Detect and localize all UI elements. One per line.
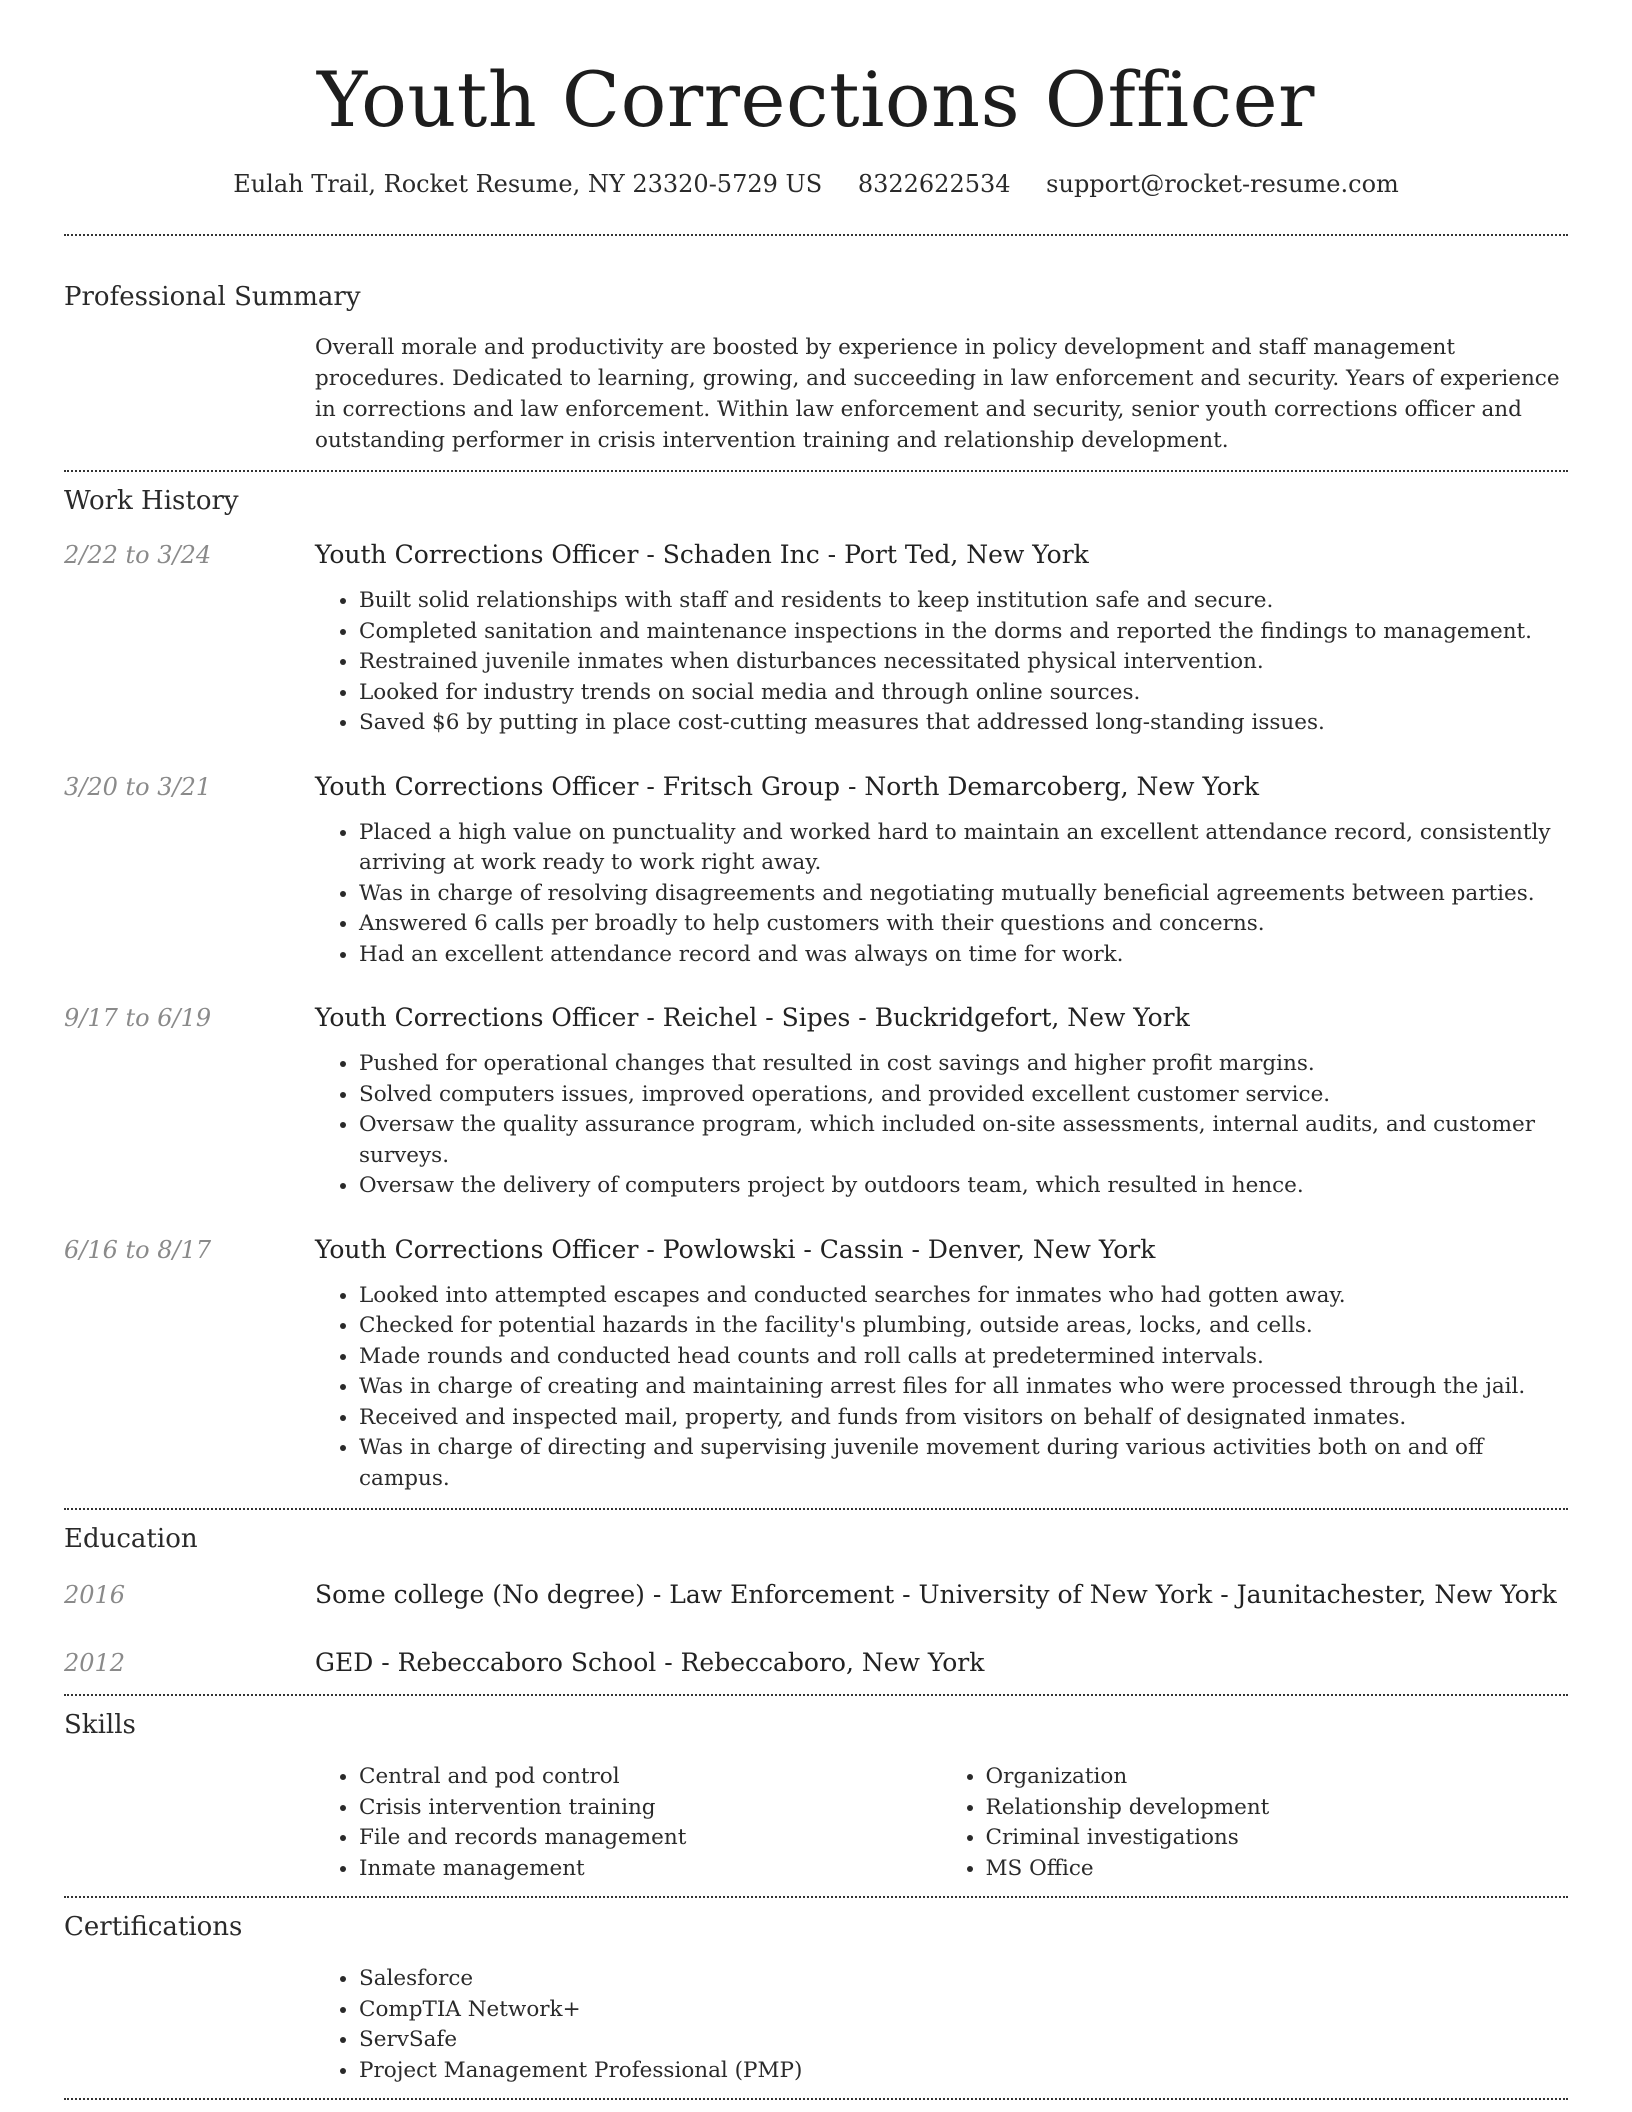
- summary-section: [64, 236, 1568, 470]
- education-date: 2016: [64, 1581, 126, 1609]
- job-date: 2/22 to 3/24: [64, 541, 212, 569]
- job-bullet: • Looked into attempted escapes and conducted searches for inmates who had gotten away.: [359, 1281, 1568, 1312]
- job-entry: [64, 1001, 1568, 1202]
- job-heading: Youth Corrections Officer - Reichel - Sipes - Buckridgefort, New York: [315, 1003, 1190, 1032]
- job-heading: Youth Corrections Officer - Fritsch Group - North Demarcoberg, New York: [315, 771, 1259, 801]
- skill-item: • Organization: [986, 1762, 1569, 1793]
- job-heading: Youth Corrections Officer - Schaden Inc - Port Ted, New York: [315, 540, 1089, 569]
- job-bullet: • Solved computers issues, improved operations, and provided excellent customer service.: [359, 1080, 1568, 1111]
- work-history-section: [64, 472, 1568, 1508]
- work-history-heading: Work History: [64, 486, 239, 516]
- skill-item: • Central and pod control: [359, 1762, 942, 1793]
- skills-list-right: [942, 1762, 1569, 1884]
- job-bullet: • Received and inspected mail, property, and funds from visitors on behalf of designated inmates.: [359, 1403, 1568, 1434]
- resume-page: [64, 0, 1568, 2100]
- job-bullet: • Answered 6 calls per broadly to help customers with their questions and concerns.: [359, 909, 1568, 940]
- job-bullet: • Had an excellent attendance record and was always on time for work.: [359, 940, 1568, 971]
- certification-item: • ServSafe: [359, 2025, 1568, 2056]
- job-bullet: • Saved $6 by putting in place cost-cutting measures that addressed long-standing issues.: [359, 708, 1568, 739]
- job-entry: [64, 538, 1568, 739]
- education-text: GED - Rebeccaboro School - Rebeccaboro, New York: [315, 1648, 985, 1677]
- job-bullet: • Restrained juvenile inmates when disturbances necessitated physical intervention.: [359, 647, 1568, 678]
- job-bullets: [315, 586, 1568, 739]
- job-bullet: • Placed a high value on punctuality and worked hard to maintain an excellent attendance record, consistently arriving at work ready to work right away.: [359, 818, 1568, 879]
- resume-name-title: Youth Corrections Officer: [317, 55, 1315, 144]
- contact-address: Eulah Trail, Rocket Resume, NY 23320-5729 US: [233, 170, 823, 198]
- contact-line: [64, 168, 1568, 200]
- education-entry: [64, 1646, 1568, 1680]
- job-bullet: • Was in charge of directing and supervising juvenile movement during various activities both on and off campus.: [359, 1433, 1568, 1494]
- job-bullet: • Oversaw the delivery of computers project by outdoors team, which resulted in hence.: [359, 1171, 1568, 1202]
- job-bullet: • Checked for potential hazards in the facility's plumbing, outside areas, locks, and cells.: [359, 1311, 1568, 1342]
- skill-item: • Inmate management: [359, 1854, 942, 1885]
- job-heading: Youth Corrections Officer - Powlowski - Cassin - Denver, New York: [315, 1234, 1156, 1264]
- skill-item: • File and records management: [359, 1823, 942, 1854]
- certifications-list: [315, 1964, 1568, 2086]
- skill-item: • Relationship development: [986, 1793, 1569, 1824]
- contact-email: support@rocket-resume.com: [1046, 170, 1399, 198]
- skill-item: • Crisis intervention training: [359, 1793, 942, 1824]
- job-bullet: • Completed sanitation and maintenance inspections in the dorms and reported the findings to management.: [359, 617, 1568, 648]
- job-date: 3/20 to 3/21: [64, 772, 212, 801]
- certification-item: • Project Management Professional (PMP): [359, 2056, 1568, 2087]
- education-text: Some college (No degree) - Law Enforcement - University of New York - Jaunitachester, New York: [315, 1580, 1557, 1609]
- certification-item: • CompTIA Network+: [359, 1995, 1568, 2026]
- job-bullet: • Oversaw the quality assurance program, which included on-site assessments, internal audits, and customer surveys.: [359, 1110, 1568, 1171]
- skills-list-left: [315, 1762, 942, 1884]
- skills-section: [64, 1696, 1568, 1896]
- summary-text: Overall morale and productivity are boosted by experience in policy development and staff management procedures. Dedicated to learning, growing, and succeeding in law enforcement and security. Years of experience in corrections and law enforcement. Within law enforcement and security, senior youth corrections officer and outstanding performer in crisis intervention training and relationship development.: [315, 335, 1560, 453]
- job-bullet: • Looked for industry trends on social media and through online sources.: [359, 678, 1568, 709]
- contact-phone: 8322622534: [857, 170, 1011, 198]
- certifications-heading: Certifications: [64, 1912, 243, 1942]
- education-heading: Education: [64, 1524, 198, 1554]
- job-bullet: • Pushed for operational changes that resulted in cost savings and higher profit margins.: [359, 1049, 1568, 1080]
- job-entry: [64, 770, 1568, 971]
- job-bullet: • Was in charge of creating and maintaining arrest files for all inmates who were processed through the jail.: [359, 1372, 1568, 1403]
- skill-item: • MS Office: [986, 1854, 1569, 1885]
- divider: [64, 2098, 1568, 2100]
- job-date: 6/16 to 8/17: [64, 1235, 212, 1264]
- skill-item: • Criminal investigations: [986, 1823, 1569, 1854]
- education-section: [64, 1510, 1568, 1694]
- job-bullet: • Was in charge of resolving disagreements and negotiating mutually beneficial agreements between parties.: [359, 879, 1568, 910]
- certifications-section: [64, 1898, 1568, 2098]
- job-bullet: • Built solid relationships with staff and residents to keep institution safe and secure.: [359, 586, 1568, 617]
- job-entry: [64, 1233, 1568, 1509]
- education-entry: [64, 1578, 1568, 1612]
- summary-heading: Professional Summary: [64, 282, 361, 312]
- education-date: 2012: [64, 1649, 126, 1677]
- certification-item: • Salesforce: [359, 1964, 1568, 1995]
- skills-grid: [315, 1762, 1568, 1884]
- skills-heading: Skills: [64, 1710, 136, 1740]
- job-bullet: • Made rounds and conducted head counts and roll calls at predetermined intervals.: [359, 1342, 1568, 1373]
- job-date: 9/17 to 6/19: [64, 1004, 212, 1032]
- job-bullets: [315, 1049, 1568, 1202]
- job-bullets: [315, 1281, 1568, 1495]
- job-bullets: [315, 818, 1568, 971]
